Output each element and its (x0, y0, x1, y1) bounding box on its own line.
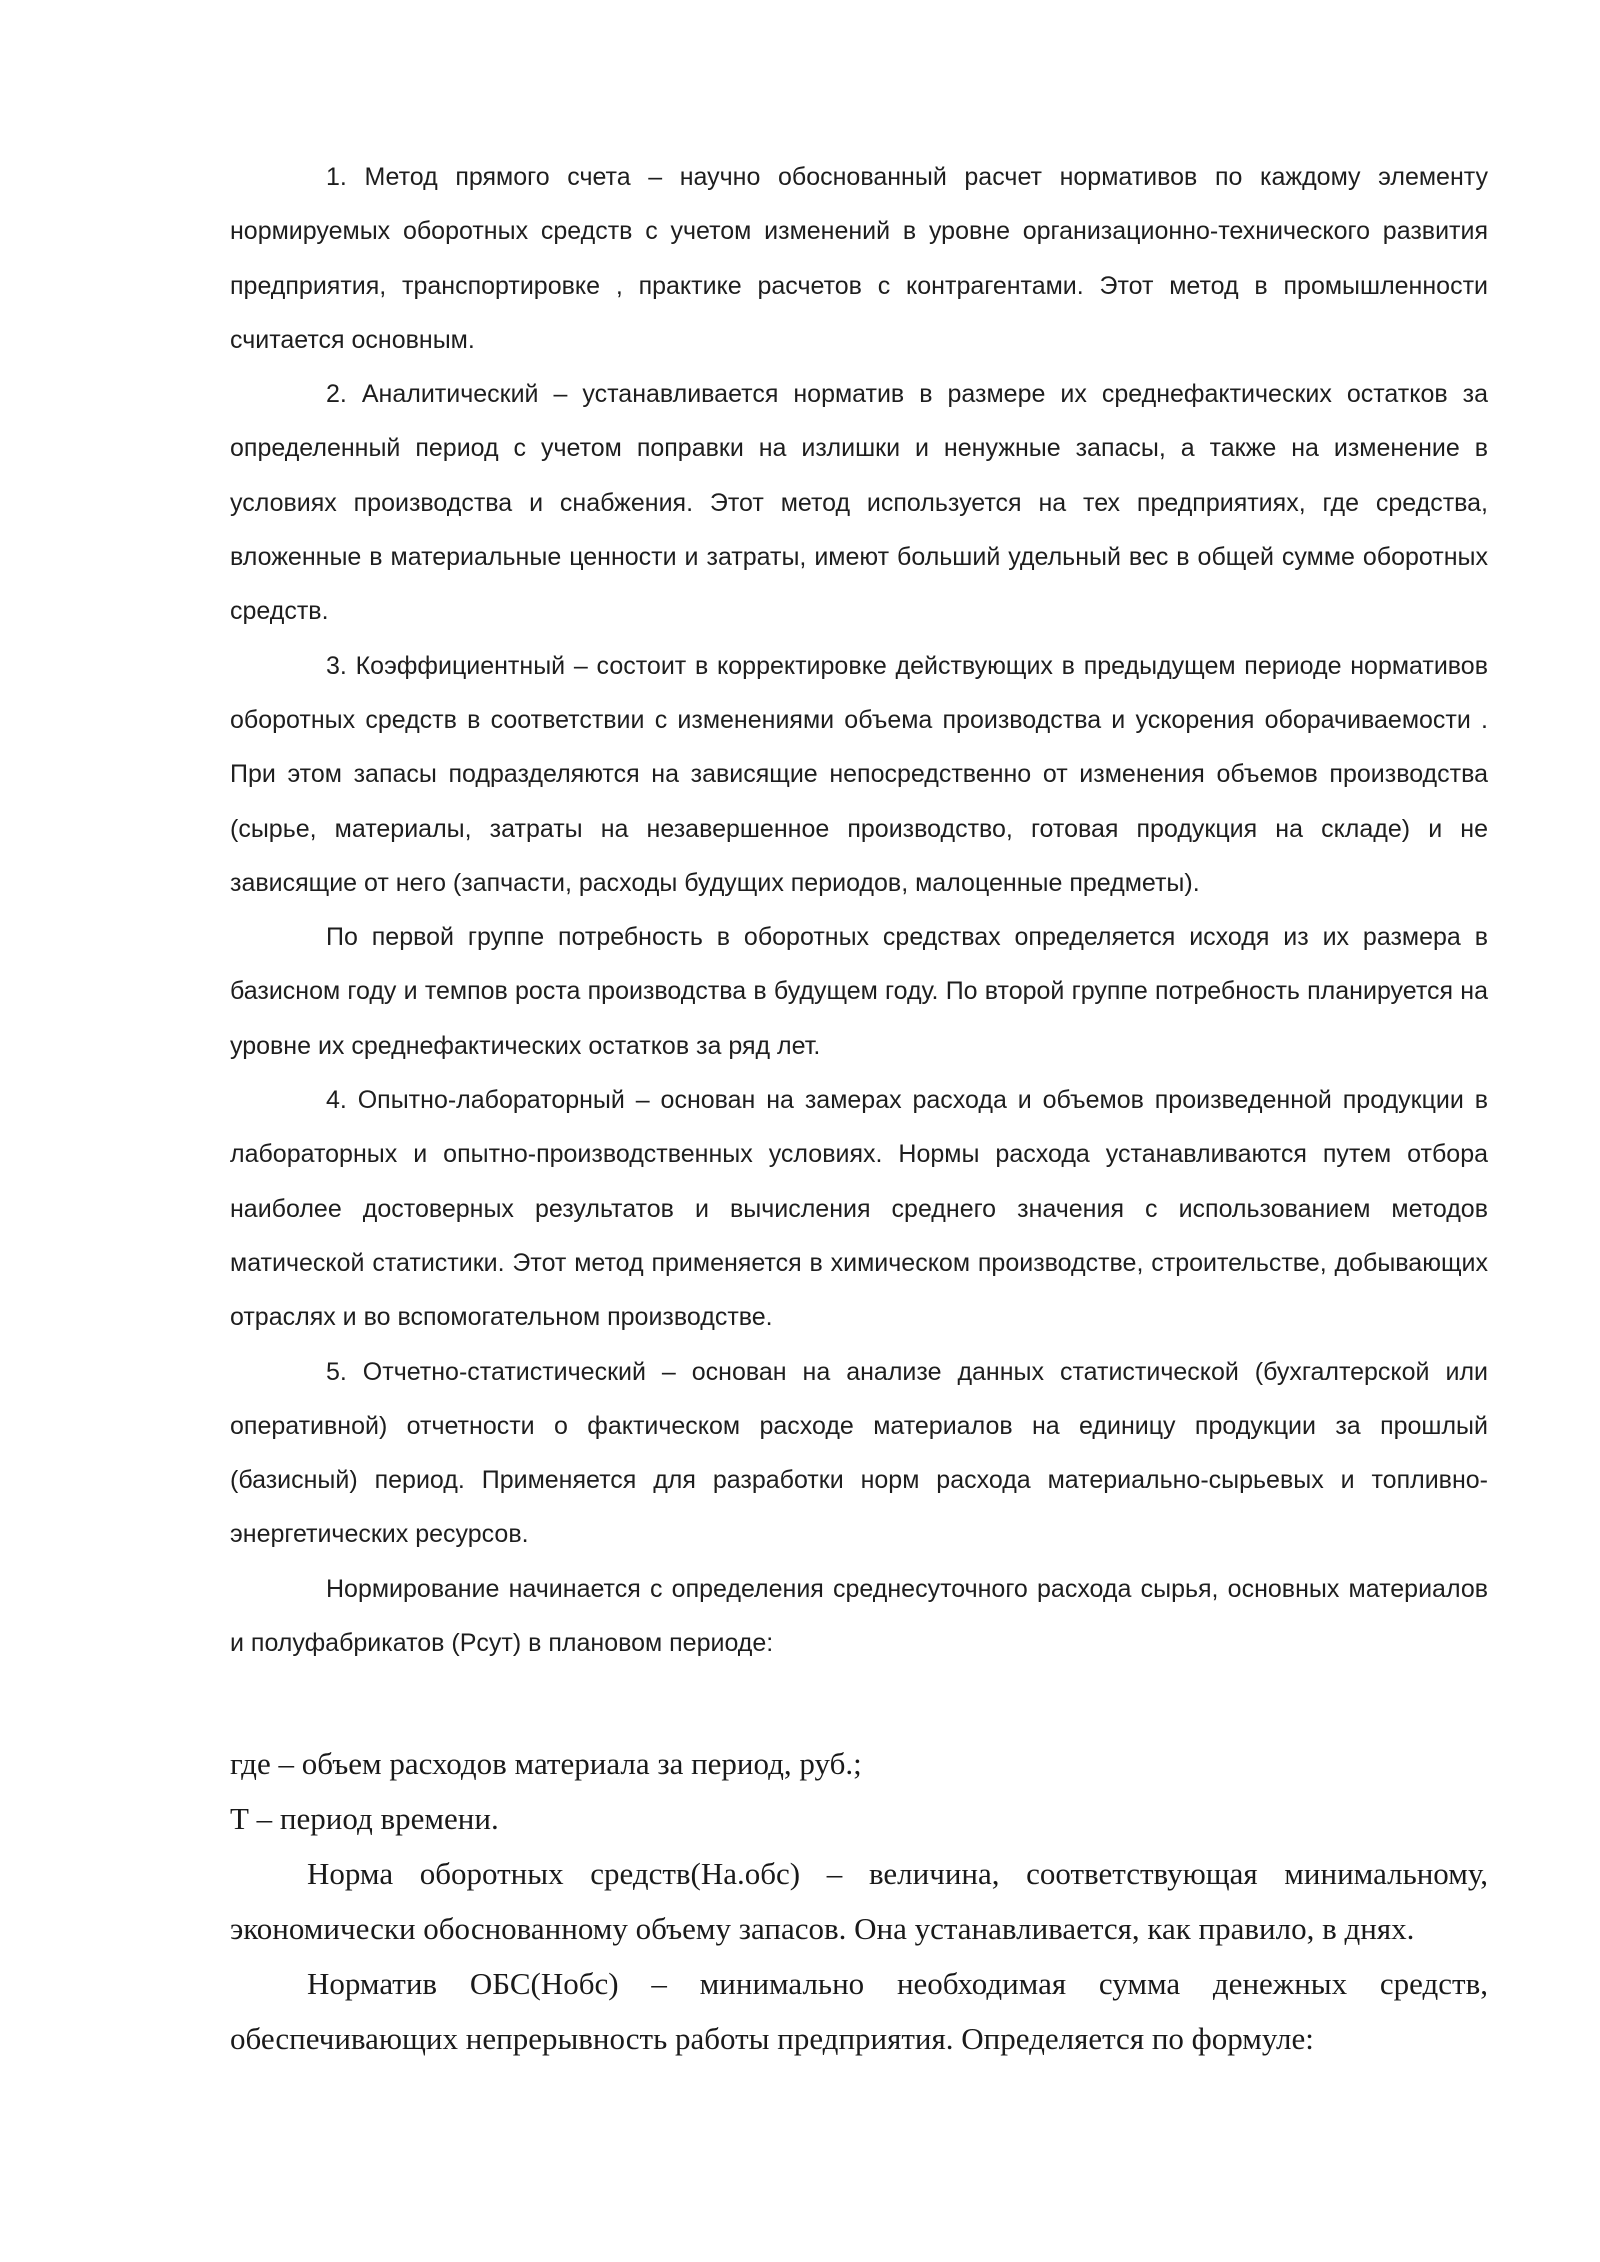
paragraph-report-statistical-method: 5. Отчетно-статистический – основан на анализе данных статистической (бухгалтерской или оперативной) отчетности о фактическом расходе материалов на единицу продукции за прошлый (базисный) период. Применяется для разработки норм расхода материально-сырьевых и топливно-энергетических ресурсов. (230, 1357, 1488, 1549)
line-time-period: Т – период времени. (230, 1801, 499, 1837)
paragraph-coefficient-method: 3. Коэффициентный – состоит в корректировке действующих в предыдущем периоде нормативов оборотных средств в соответствии с изменениями объема производства и ускорения оборачиваемости . При этом запасы подразделяются на зависящие непосредственно от изменения объемов производства (сырье, материалы, затраты на незавершенное производство, готовая продукция на складе) и не зависящие от него (запчасти, расходы будущих периодов, малоценные предметы). (230, 651, 1488, 897)
paragraph-experimental-lab-method: 4. Опытно-лабораторный – основан на замерах расхода и объемов произведенной продукции в лабораторных и опытно-производственных условиях. Нормы расхода устанавливаются путем отбора наиболее достоверных результатов и вычисления среднего значения с использованием методов матической статистики. Этот метод применяется в химическом производстве, строительстве, добывающих отраслях и во вспомогательном производстве. (230, 1086, 1488, 1332)
paragraph-groups-need: По первой группе потребность в оборотных средствах определяется исходя из их размера в базисном году и темпов роста производства в будущем году. По второй группе потребность планируется на уровне их среднефактических остатков за ряд лет. (230, 923, 1488, 1060)
paragraph-analytical-method: 2. Аналитический – устанавливается норматив в размере их среднефактических остатков за определенный период с учетом поправки на излишки и ненужные запасы, а также на изменение в условиях производства и снабжения. Этот метод используется на тех предприятиях, где средства, вложенные в материальные ценности и затраты, имеют больший удельный вес в общей сумме оборотных средств. (230, 380, 1488, 626)
paragraph-direct-count-method: 1. Метод прямого счета – научно обоснованный расчет нормативов по каждому элементу нормируемых оборотных средств с учетом изменений в уровне организационно-технического развития предприятия, транспортировке , практике расчетов с контрагентами. Этот метод в промышленности считается основным. (230, 163, 1488, 354)
paragraph-working-capital-norm: Норма оборотных средств(На.обс) – величина, соответствующая минимальному, экономически обоснованному объему запасов. Она устанавливается, как правило, в днях. (230, 1856, 1488, 1947)
paragraph-working-capital-standard: Норматив ОБС(Нобс) – минимально необходимая сумма денежных средств, обеспечивающих непрерывность работы предприятия. Определяется по формуле: (230, 1966, 1488, 2057)
document-body (230, 150, 1488, 2066)
line-where-volume: где – объем расходов материала за период, руб.; (230, 1746, 862, 1782)
paragraph-normalization-start: Нормирование начинается с определения среднесуточного расхода сырья, основных материалов и полуфабрикатов (Рсут) в плановом периоде: (230, 1574, 1488, 1658)
formula-gap (230, 1670, 1488, 1736)
